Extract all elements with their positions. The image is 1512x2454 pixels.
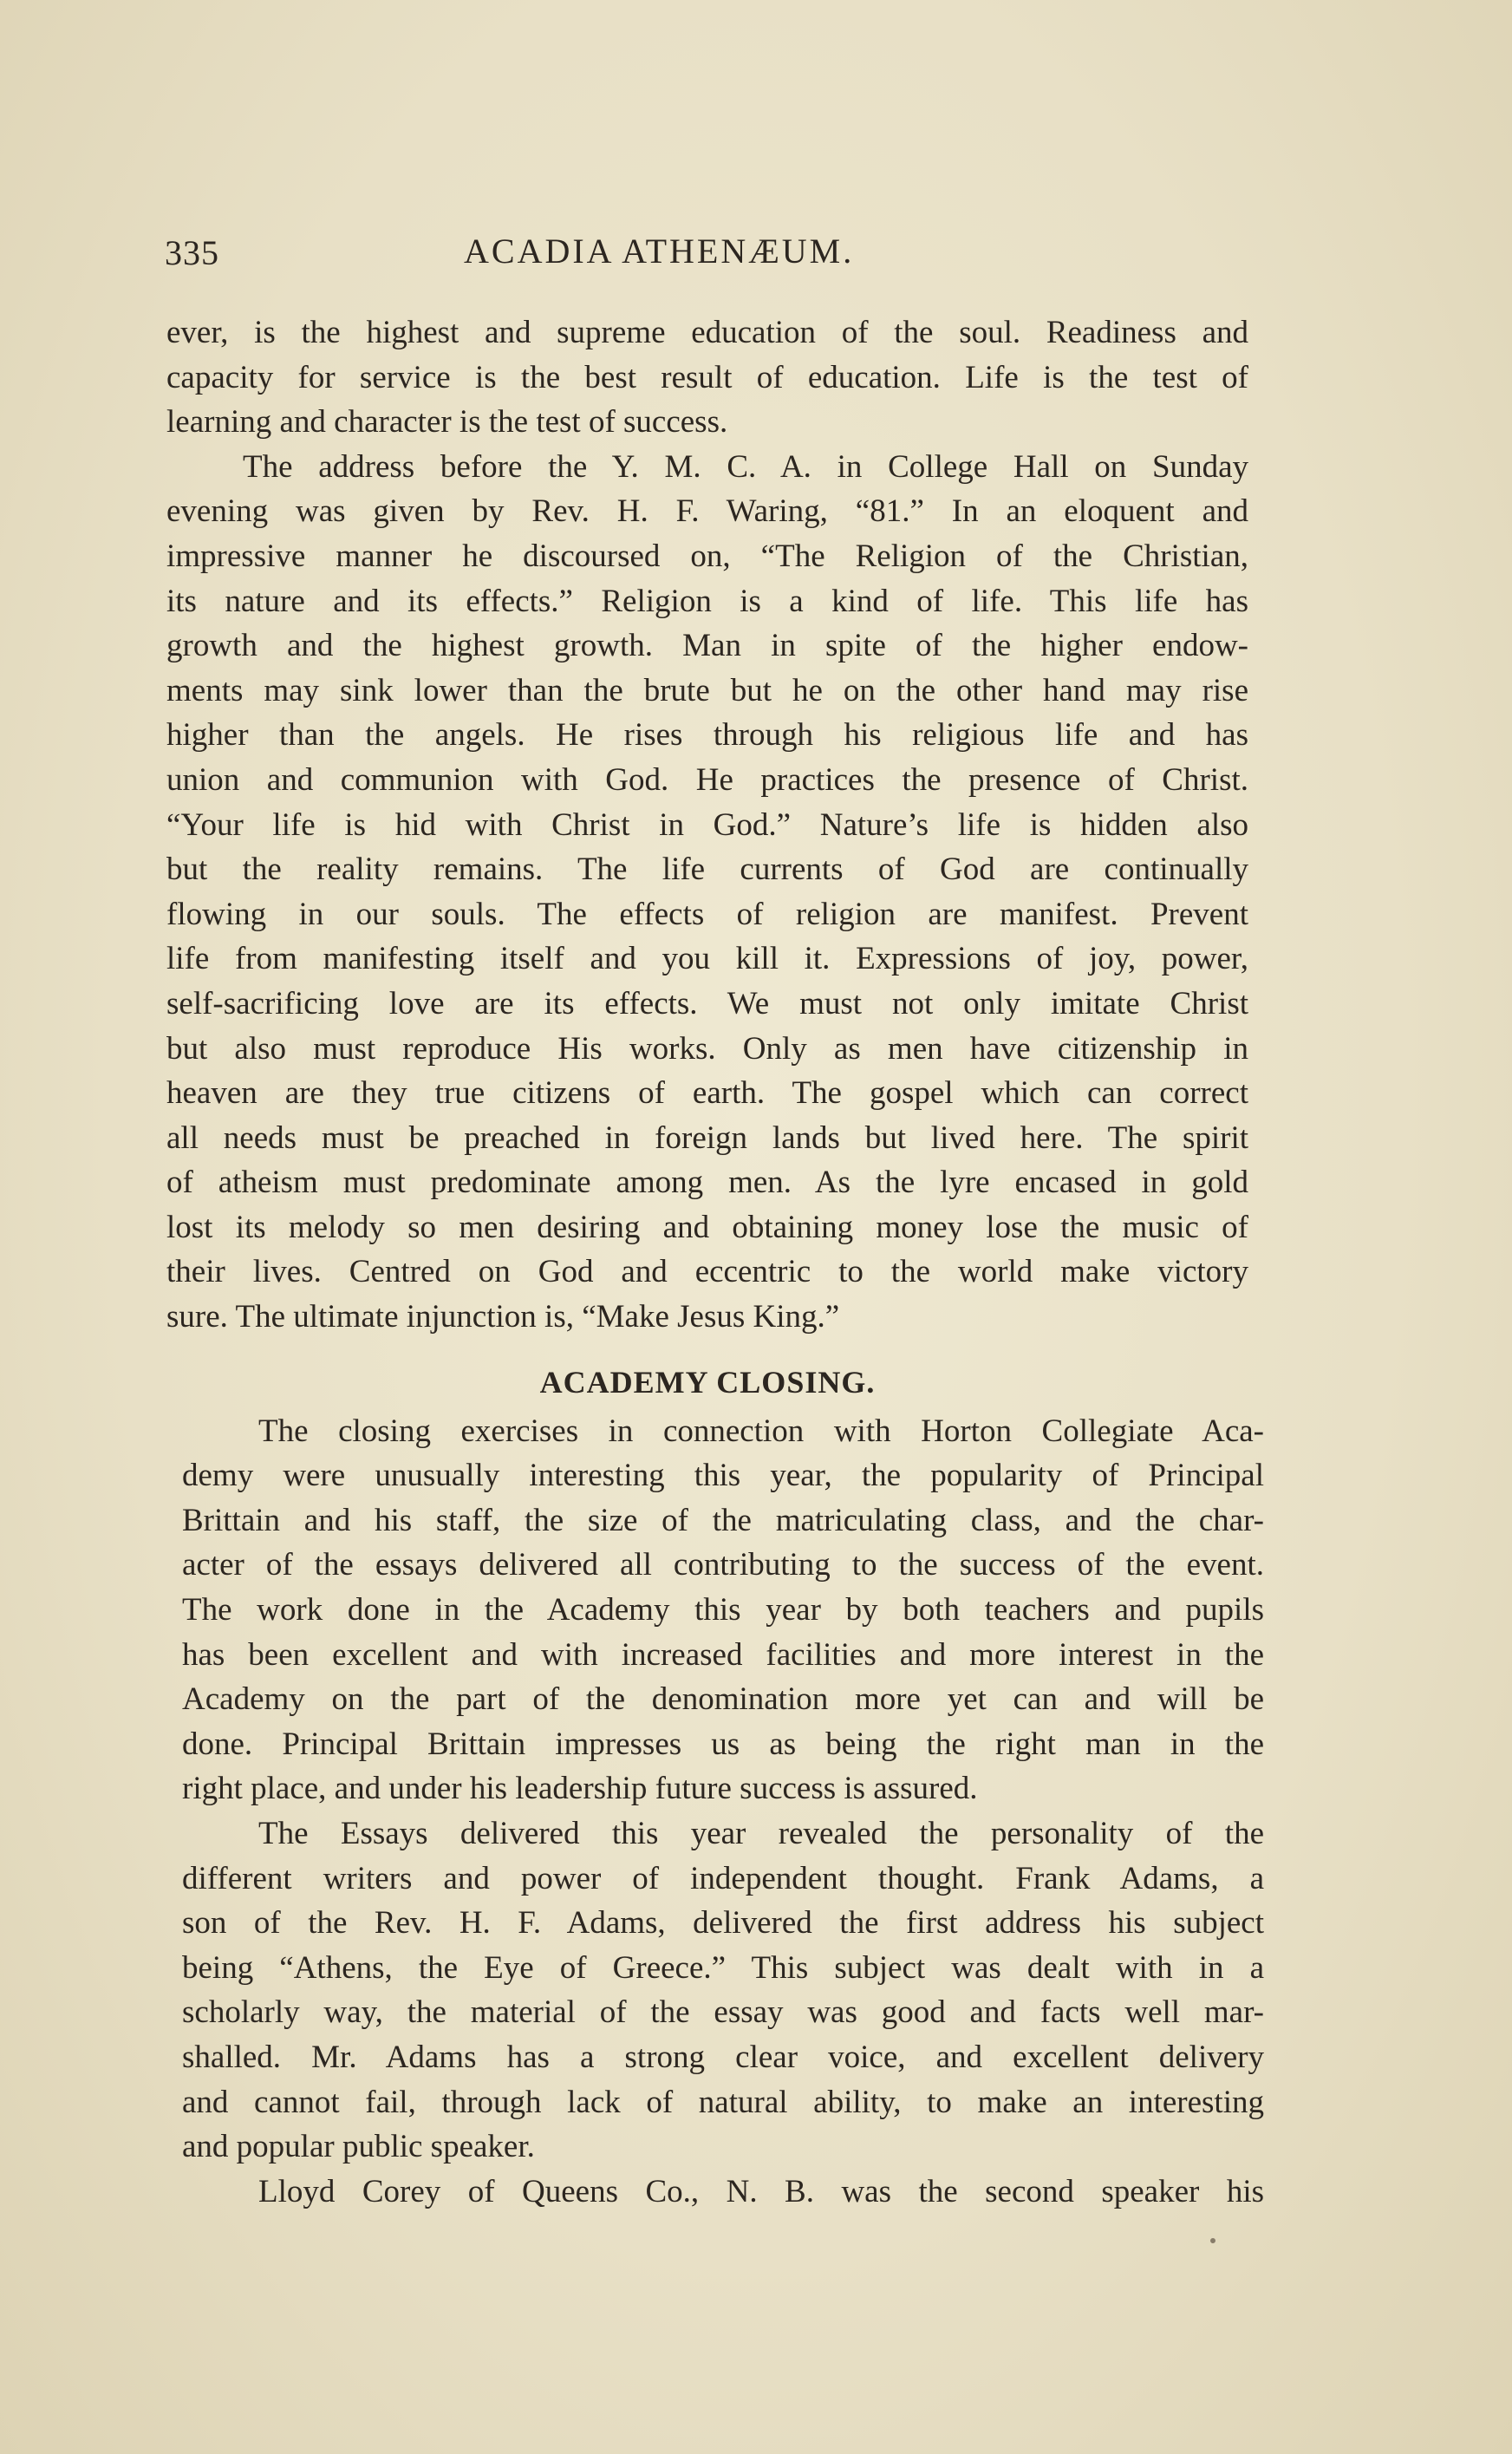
running-head <box>165 227 1292 279</box>
text-line: heaven are they true citizens of earth. The gospel which can correct <box>166 1075 1248 1112</box>
text-line: their lives. Centred on God and eccentric to the world make victory <box>166 1254 1248 1290</box>
text-line: and cannot fail, through lack of natural ability, to make an interesting <box>182 2084 1264 2120</box>
text-line: but also must reproduce His works. Only as men have citizenship in <box>166 1030 1248 1067</box>
text-line: demy were unusually interesting this year, the popularity of Principal <box>182 1458 1264 1494</box>
text-line: self-sacrificing love are its effects. We must not only imitate Christ <box>166 985 1248 1021</box>
text-line: its nature and its effects.” Religion is a kind of life. This life has <box>166 583 1248 619</box>
text-line: all needs must be preached in foreign lands but lived here. The spirit <box>166 1119 1248 1156</box>
text-line: The work done in the Academy this year by both teachers and pupils <box>182 1592 1264 1628</box>
text-line: and popular public speaker. <box>182 2129 535 2165</box>
text-line: higher than the angels. He rises through his religious life and has <box>166 717 1248 754</box>
text-line: right place, and under his leadership future success is assured. <box>182 1771 978 1807</box>
text-line: union and communion with God. He practices the presence of Christ. <box>166 761 1248 798</box>
text-line: done. Principal Brittain impresses us as being the right man in the <box>182 1726 1264 1762</box>
ink-speck <box>1210 2238 1215 2243</box>
text-line: son of the Rev. H. F. Adams, delivered the first address his subject <box>182 1905 1264 1942</box>
text-line: Lloyd Corey of Queens Co., N. B. was the second speaker his <box>258 2173 1264 2209</box>
text-line: has been excellent and with increased facilities and more interest in the <box>182 1636 1264 1673</box>
text-line: The closing exercises in connection with Horton Collegiate Aca- <box>258 1413 1264 1449</box>
text-line: impressive manner he discoursed on, “The Religion of the Christian, <box>166 538 1248 574</box>
journal-title: ACADIA ATHENÆUM. <box>464 232 855 271</box>
text-line: of atheism must predominate among men. As the lyre encased in gold <box>166 1165 1248 1201</box>
text-line: The address before the Y. M. C. A. in College Hall on Sunday <box>243 448 1248 485</box>
paragraph-ymca-address <box>166 445 1248 1340</box>
text-line: ments may sink lower than the brute but he on the other hand may rise <box>166 672 1248 708</box>
section-heading: ACADEMY CLOSING. <box>539 1364 876 1400</box>
text-line: Brittain and his staff, the size of the matriculating class, and the char- <box>182 1502 1264 1538</box>
text-line: learning and character is the test of success. <box>166 404 728 441</box>
paragraph-essays <box>182 1811 1264 2170</box>
article-body <box>166 310 1264 2214</box>
text-line: capacity for service is the best result of education. Life is the test of <box>166 359 1248 395</box>
text-line: life from manifesting itself and you kill it. Expressions of joy, power, <box>166 941 1248 977</box>
paragraph-second-speaker <box>182 2170 1264 2215</box>
text-line: acter of the essays delivered all contributing to the success of the event. <box>182 1547 1264 1583</box>
text-line: flowing in our souls. The effects of religion are manifest. Prevent <box>166 896 1248 932</box>
text-line: shalled. Mr. Adams has a strong clear voice, and excellent delivery <box>182 2039 1264 2075</box>
text-line: The Essays delivered this year revealed the personality of the <box>258 1816 1264 1851</box>
text-line: growth and the highest growth. Man in spite of the higher endow- <box>166 628 1248 664</box>
text-line: different writers and power of independent thought. Frank Adams, a <box>182 1860 1264 1896</box>
paragraph-academy-closing <box>182 1409 1264 1811</box>
text-line: evening was given by Rev. H. F. Waring, “81.” In an eloquent and <box>166 493 1248 530</box>
text-line: scholarly way, the material of the essay was good and facts well mar- <box>182 1994 1264 2031</box>
text-line: ever, is the highest and supreme education of the soul. Readiness and <box>166 315 1248 350</box>
page-number: 335 <box>165 233 219 272</box>
text-line: sure. The ultimate injunction is, “Make Jesus King.” <box>166 1299 840 1335</box>
text-line: Academy on the part of the denomination more yet can and will be <box>182 1681 1264 1718</box>
text-line: but the reality remains. The life currents of God are continually <box>166 852 1248 888</box>
text-line: being “Athens, the Eye of Greece.” This subject was dealt with in a <box>182 1949 1264 1986</box>
text-line: lost its melody so men desiring and obtaining money lose the music of <box>166 1209 1248 1245</box>
paragraph-education <box>166 310 1248 445</box>
text-line: “Your life is hid with Christ in God.” Nature’s life is hidden also <box>166 806 1248 843</box>
